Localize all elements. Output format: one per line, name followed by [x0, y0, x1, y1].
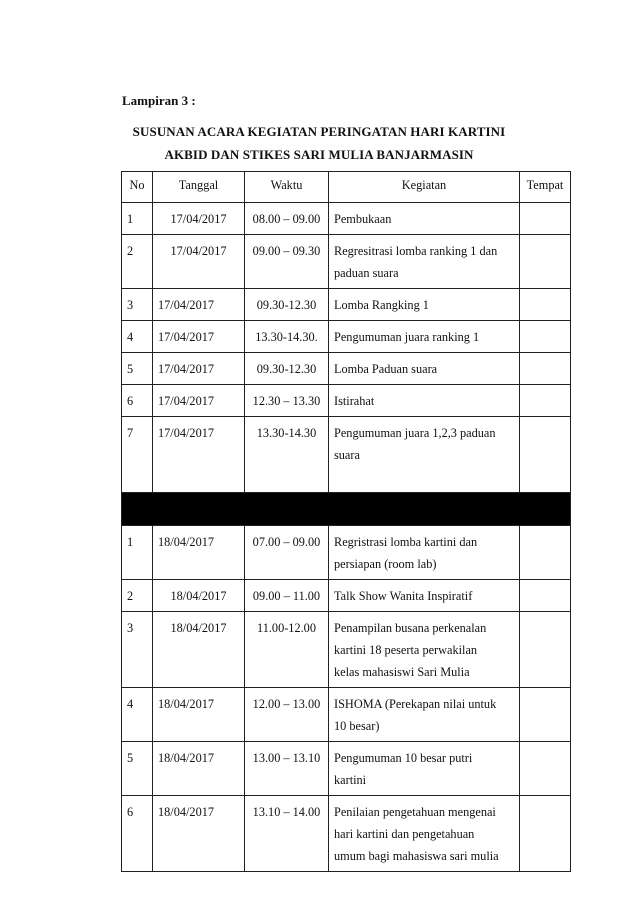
header-place: Tempat [520, 172, 571, 203]
cell-time: 09.30-12.30 [245, 353, 329, 385]
activity-line: kartini [334, 773, 367, 787]
cell-time: 13.10 – 14.00 [245, 796, 329, 872]
header-activity: Kegiatan [329, 172, 520, 203]
cell-activity [329, 235, 520, 289]
table-row [122, 417, 571, 493]
activity-line [334, 466, 514, 488]
cell-time: 13.30-14.30 [245, 417, 329, 493]
activity-line: kartini 18 peserta perwakilan [334, 643, 478, 657]
cell-time: 09.00 – 09.30 [245, 235, 329, 289]
cell-activity [329, 353, 520, 385]
cell-date: 17/04/2017 [153, 289, 245, 321]
cell-activity [329, 580, 520, 612]
table-row [122, 235, 571, 289]
cell-activity [329, 203, 520, 235]
schedule-body [122, 203, 571, 872]
table-row [122, 203, 571, 235]
activity-line: Regresitrasi lomba ranking 1 dan [334, 244, 498, 258]
cell-activity [329, 385, 520, 417]
cell-activity [329, 612, 520, 688]
cell-date: 17/04/2017 [153, 321, 245, 353]
cell-date: 17/04/2017 [153, 203, 245, 235]
header-date: Tanggal [153, 172, 245, 203]
cell-place [520, 353, 571, 385]
cell-time: 13.00 – 13.10 [245, 742, 329, 796]
activity-line: paduan suara [334, 266, 399, 280]
cell-activity [329, 796, 520, 872]
activity-line: Pengumuman juara ranking 1 [334, 330, 480, 344]
cell-date: 18/04/2017 [153, 796, 245, 872]
cell-place [520, 385, 571, 417]
activity-line: kelas mahasiswi Sari Mulia [334, 665, 470, 679]
cell-time: 12.30 – 13.30 [245, 385, 329, 417]
cell-place [520, 612, 571, 688]
activity-line: Penampilan busana perkenalan [334, 621, 487, 635]
cell-no: 4 [122, 321, 153, 353]
cell-place [520, 796, 571, 872]
activity-line: umum bagi mahasiswa sari mulia [334, 849, 499, 863]
cell-time: 09.30-12.30 [245, 289, 329, 321]
cell-place [520, 203, 571, 235]
table-row [122, 796, 571, 872]
cell-date: 17/04/2017 [153, 235, 245, 289]
table-row [122, 580, 571, 612]
cell-place [520, 688, 571, 742]
day-separator-row [122, 493, 571, 526]
activity-line: Penilaian pengetahuan mengenai [334, 805, 496, 819]
cell-place [520, 321, 571, 353]
cell-time: 13.30-14.30. [245, 321, 329, 353]
activity-line: Istirahat [334, 394, 375, 408]
cell-time: 09.00 – 11.00 [245, 580, 329, 612]
activity-line: persiapan (room lab) [334, 557, 437, 571]
cell-place [520, 235, 571, 289]
cell-no: 1 [122, 203, 153, 235]
cell-date: 18/04/2017 [153, 612, 245, 688]
cell-no: 5 [122, 353, 153, 385]
activity-line: hari kartini dan pengetahuan [334, 827, 475, 841]
activity-line: Lomba Rangking 1 [334, 298, 429, 312]
activity-line: suara [334, 448, 360, 462]
schedule-table [121, 171, 571, 872]
cell-date: 18/04/2017 [153, 526, 245, 580]
cell-no: 2 [122, 580, 153, 612]
cell-date: 17/04/2017 [153, 385, 245, 417]
activity-line: ISHOMA (Perekapan nilai untuk [334, 697, 497, 711]
cell-no: 5 [122, 742, 153, 796]
cell-activity [329, 417, 520, 493]
document-title-line-1: SUSUNAN ACARA KEGIATAN PERINGATAN HARI KARTINI [132, 124, 506, 139]
cell-date: 17/04/2017 [153, 417, 245, 493]
day-separator-bar [122, 493, 571, 526]
activity-line: Pengumuman juara 1,2,3 paduan [334, 426, 496, 440]
cell-place [520, 526, 571, 580]
cell-date: 17/04/2017 [153, 353, 245, 385]
document-title-line-2: AKBID DAN STIKES SARI MULIA BANJARMASIN [164, 147, 474, 162]
cell-no: 6 [122, 796, 153, 872]
activity-line: Lomba Paduan suara [334, 362, 438, 376]
activity-line: Talk Show Wanita Inspiratif [334, 589, 473, 603]
table-row [122, 612, 571, 688]
table-header-row [122, 172, 571, 203]
cell-place [520, 289, 571, 321]
cell-no: 7 [122, 417, 153, 493]
cell-date: 18/04/2017 [153, 742, 245, 796]
cell-no: 2 [122, 235, 153, 289]
table-row [122, 321, 571, 353]
activity-line: Pembukaan [334, 212, 392, 226]
cell-date: 18/04/2017 [153, 688, 245, 742]
table-row [122, 289, 571, 321]
cell-time: 07.00 – 09.00 [245, 526, 329, 580]
cell-no: 4 [122, 688, 153, 742]
attachment-label: Lampiran 3 : [122, 93, 196, 108]
header-no: No [122, 172, 153, 203]
header-time: Waktu [245, 172, 329, 203]
table-row [122, 688, 571, 742]
cell-time: 08.00 – 09.00 [245, 203, 329, 235]
activity-line: Pengumuman 10 besar putri [334, 751, 473, 765]
cell-place [520, 417, 571, 493]
cell-activity [329, 742, 520, 796]
cell-date: 18/04/2017 [153, 580, 245, 612]
table-row [122, 526, 571, 580]
cell-place [520, 580, 571, 612]
cell-no: 3 [122, 612, 153, 688]
activity-line: 10 besar) [334, 719, 380, 733]
table-row [122, 385, 571, 417]
cell-place [520, 742, 571, 796]
cell-no: 1 [122, 526, 153, 580]
cell-activity [329, 526, 520, 580]
cell-activity [329, 289, 520, 321]
table-row [122, 353, 571, 385]
table-row [122, 742, 571, 796]
cell-no: 6 [122, 385, 153, 417]
cell-activity [329, 688, 520, 742]
activity-line: Regristrasi lomba kartini dan [334, 535, 478, 549]
cell-no: 3 [122, 289, 153, 321]
cell-time: 12.00 – 13.00 [245, 688, 329, 742]
cell-time: 11.00-12.00 [245, 612, 329, 688]
cell-activity [329, 321, 520, 353]
